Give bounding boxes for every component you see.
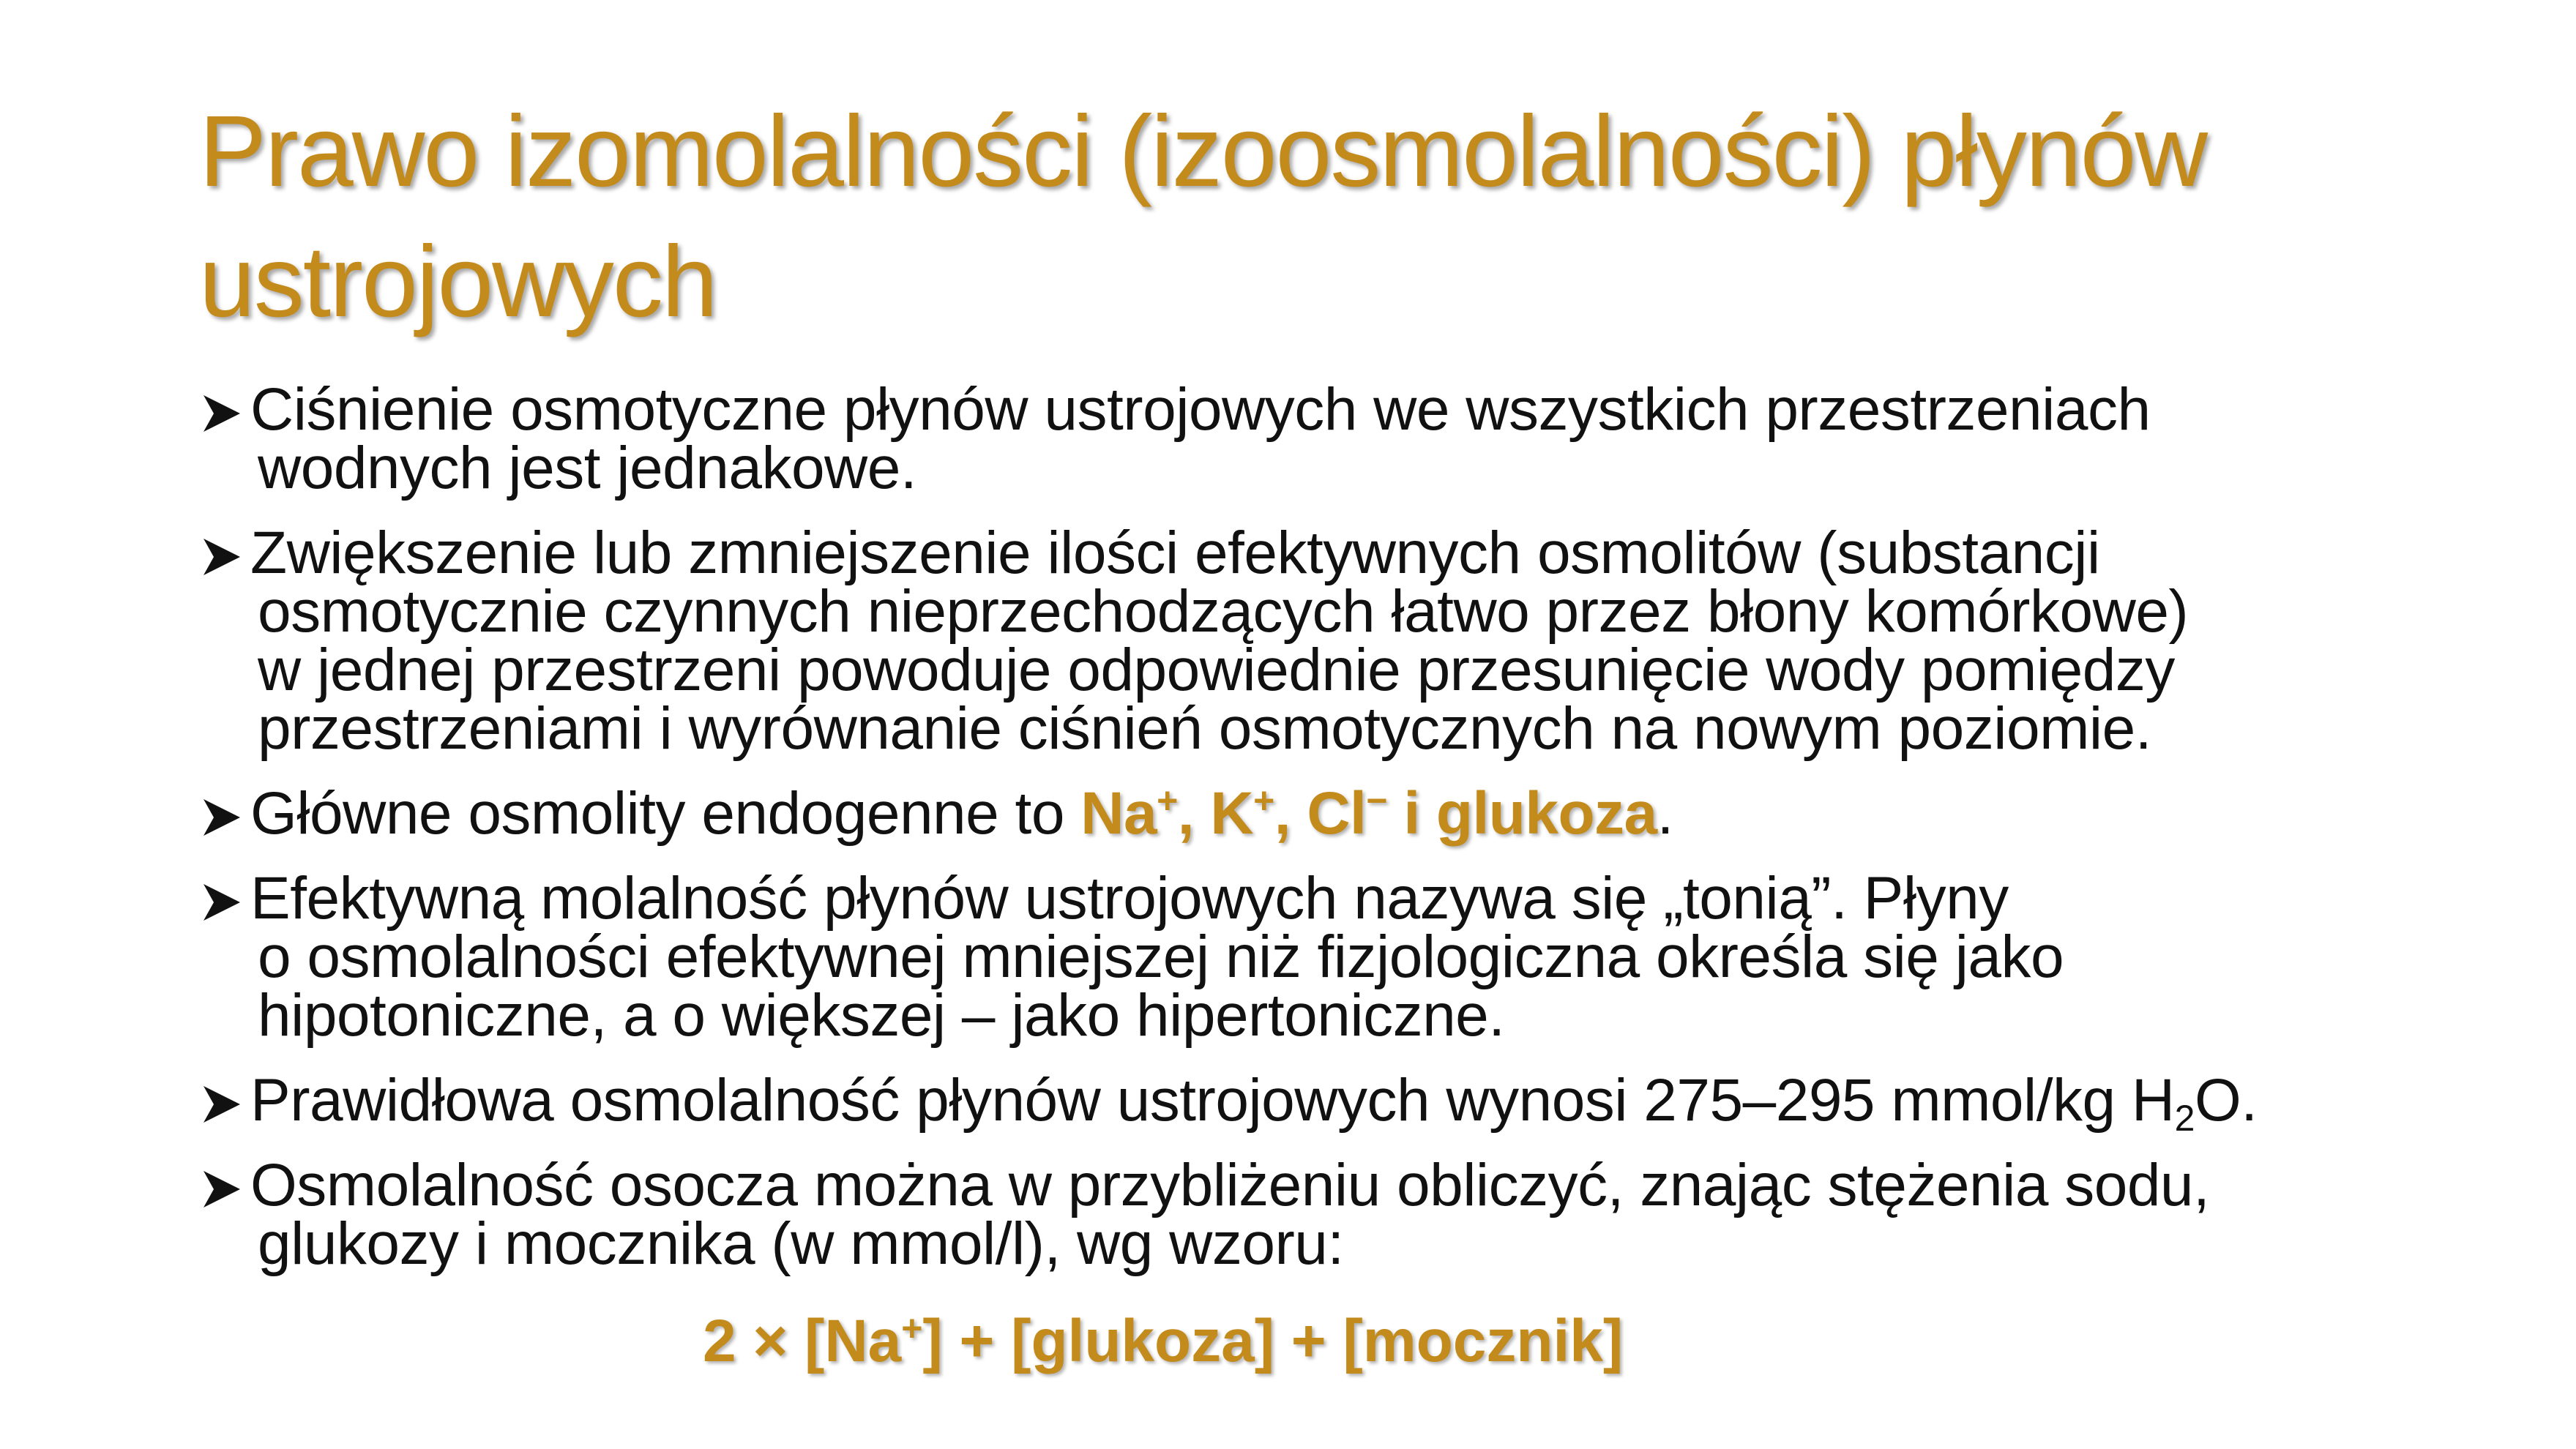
bullet-item-2 [199, 520, 2542, 762]
chloride-label: , Cl [1274, 780, 1367, 847]
bullet-item-5 [199, 1067, 2542, 1139]
arrowhead-bullet-icon [199, 1082, 244, 1127]
glucose-label: i glukoza [1387, 780, 1657, 847]
slide-title [199, 86, 2432, 347]
bullet-2-line-1: Zwiększenie lub zmniejszenie ilości efektywnych osmolitów (substancji [250, 520, 2100, 586]
potassium-charge: + [1253, 780, 1274, 821]
bullet-2-line-2: osmotycznie czynnych nieprzechodzących łatwo przez błony komórkowe) [258, 578, 2189, 645]
chloride-charge: − [1366, 780, 1388, 821]
formula-sodium-charge: + [901, 1308, 923, 1349]
bullet-item-6 [199, 1152, 2542, 1277]
bullet-4-line-2: o osmolalności efektywnej mniejszej niż fizjologiczna określa się jako [258, 924, 2064, 990]
bullet-6-line-2: glukozy i mocznika (w mmol/l), wg wzoru: [258, 1210, 1344, 1277]
bullet-4-line-1: Efektywną molalność płynów ustrojowych nazywa się „tonią”. Płyny [250, 865, 2009, 932]
sodium-charge: + [1157, 780, 1178, 821]
water-subscript: 2 [2174, 1098, 2195, 1139]
formula-part-1: 2 × [Na [703, 1308, 902, 1374]
bullet-list [199, 376, 2542, 1300]
arrowhead-bullet-icon [199, 534, 244, 580]
bullet-4-line-3: hipotoniczne, a o większej – jako hipertoniczne. [258, 982, 1505, 1049]
osmolytes-highlight [1080, 780, 1657, 847]
osmolality-range-text: Prawidłowa osmolalność płynów ustrojowych wynosi 275–295 mmol/kg H [250, 1067, 2175, 1134]
osmolytes-suffix: . [1657, 780, 1673, 847]
bullet-3-line-1 [250, 780, 2542, 847]
arrowhead-bullet-icon [199, 880, 244, 925]
arrowhead-bullet-icon [199, 795, 244, 840]
osmolality-suffix: O. [2194, 1067, 2258, 1134]
formula-part-2: ] + [glukoza] + [mocznik] [922, 1308, 1624, 1374]
title-line-2: ustrojowych [199, 225, 717, 338]
bullet-item-4 [199, 865, 2542, 1049]
bullet-item-3 [199, 780, 2542, 847]
arrowhead-bullet-icon [199, 1167, 244, 1212]
bullet-5-line-1 [250, 1067, 2542, 1139]
bullet-2-line-4: przestrzeniami i wyrównanie ciśnień osmotycznych na nowym poziomie. [258, 695, 2151, 762]
bullet-1-line-1: Ciśnienie osmotyczne płynów ustrojowych we wszystkich przestrzeniach [250, 376, 2151, 443]
title-line-1: Prawo izomolalności (izoosmolalności) płynów [199, 95, 2207, 208]
bullet-2-line-3: w jednej przestrzeni powoduje odpowiednie przesunięcie wody pomiędzy [258, 637, 2175, 703]
osmolality-formula [703, 1308, 1623, 1374]
osmolytes-prefix: Główne osmolity endogenne to [250, 780, 1081, 847]
bullet-item-1 [199, 376, 2542, 501]
potassium-label: , K [1177, 780, 1254, 847]
sodium-label: Na [1080, 780, 1157, 847]
arrowhead-bullet-icon [199, 391, 244, 436]
bullet-6-line-1: Osmolalność osocza można w przybliżeniu obliczyć, znając stężenia sodu, [250, 1152, 2210, 1218]
bullet-1-line-2: wodnych jest jednakowe. [258, 435, 917, 501]
